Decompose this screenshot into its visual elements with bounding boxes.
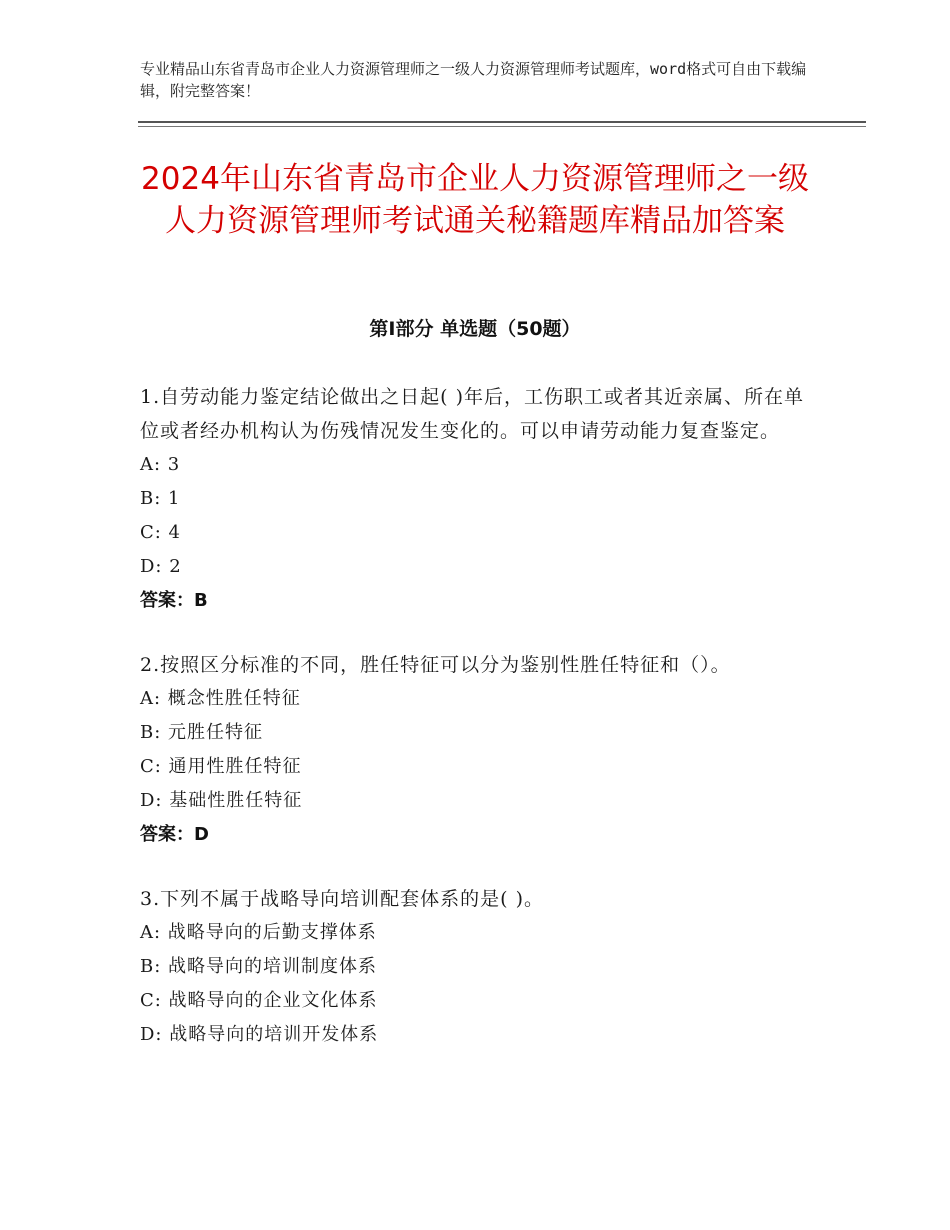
option-c: C: 战略导向的企业文化体系 (140, 990, 378, 1011)
question-stem: 3.下列不属于战略导向培训配套体系的是( )。 (140, 888, 544, 910)
question-stem: 1.自劳动能力鉴定结论做出之日起( )年后，工伤职工或者其近亲属、所在单位或者经办机构认为伤残情况发生变化的。可以申请劳动能力复查鉴定。 (140, 386, 804, 442)
answer-line: 答案：D (140, 824, 209, 845)
option-b: B: 战略导向的培训制度体系 (140, 956, 378, 977)
option-c: C: 通用性胜任特征 (140, 756, 302, 777)
question-list (140, 380, 820, 1082)
option-d: D: 战略导向的培训开发体系 (140, 1024, 379, 1045)
question-3 (140, 882, 820, 1052)
section-title: 第Ⅰ部分 单选题（50题） (369, 318, 581, 340)
option-a: A: 战略导向的后勤支撑体系 (140, 922, 377, 943)
header-divider-thin (138, 126, 866, 127)
option-d: D: 2 (140, 556, 182, 577)
option-a: A: 3 (140, 454, 181, 475)
option-b: B: 元胜任特征 (140, 722, 264, 743)
document-title: 2024年山东省青岛市企业人力资源管理师之一级人力资源管理师考试通关秘籍题库精品加答案 (141, 161, 809, 239)
question-stem: 2.按照区分标准的不同，胜任特征可以分为鉴别性胜任特征和（）。 (140, 654, 731, 676)
question-1 (140, 380, 820, 618)
option-a: A: 概念性胜任特征 (140, 688, 301, 709)
option-b: B: 1 (140, 488, 181, 509)
option-d: D: 基础性胜任特征 (140, 790, 303, 811)
answer-line: 答案：B (140, 590, 208, 611)
option-c: C: 4 (140, 522, 182, 543)
header-note: 专业精品山东省青岛市企业人力资源管理师之一级人力资源管理师考试题库，word格式可自由下载编辑，附完整答案！ (140, 60, 807, 100)
question-2 (140, 648, 820, 852)
header-divider-thick (138, 121, 866, 123)
